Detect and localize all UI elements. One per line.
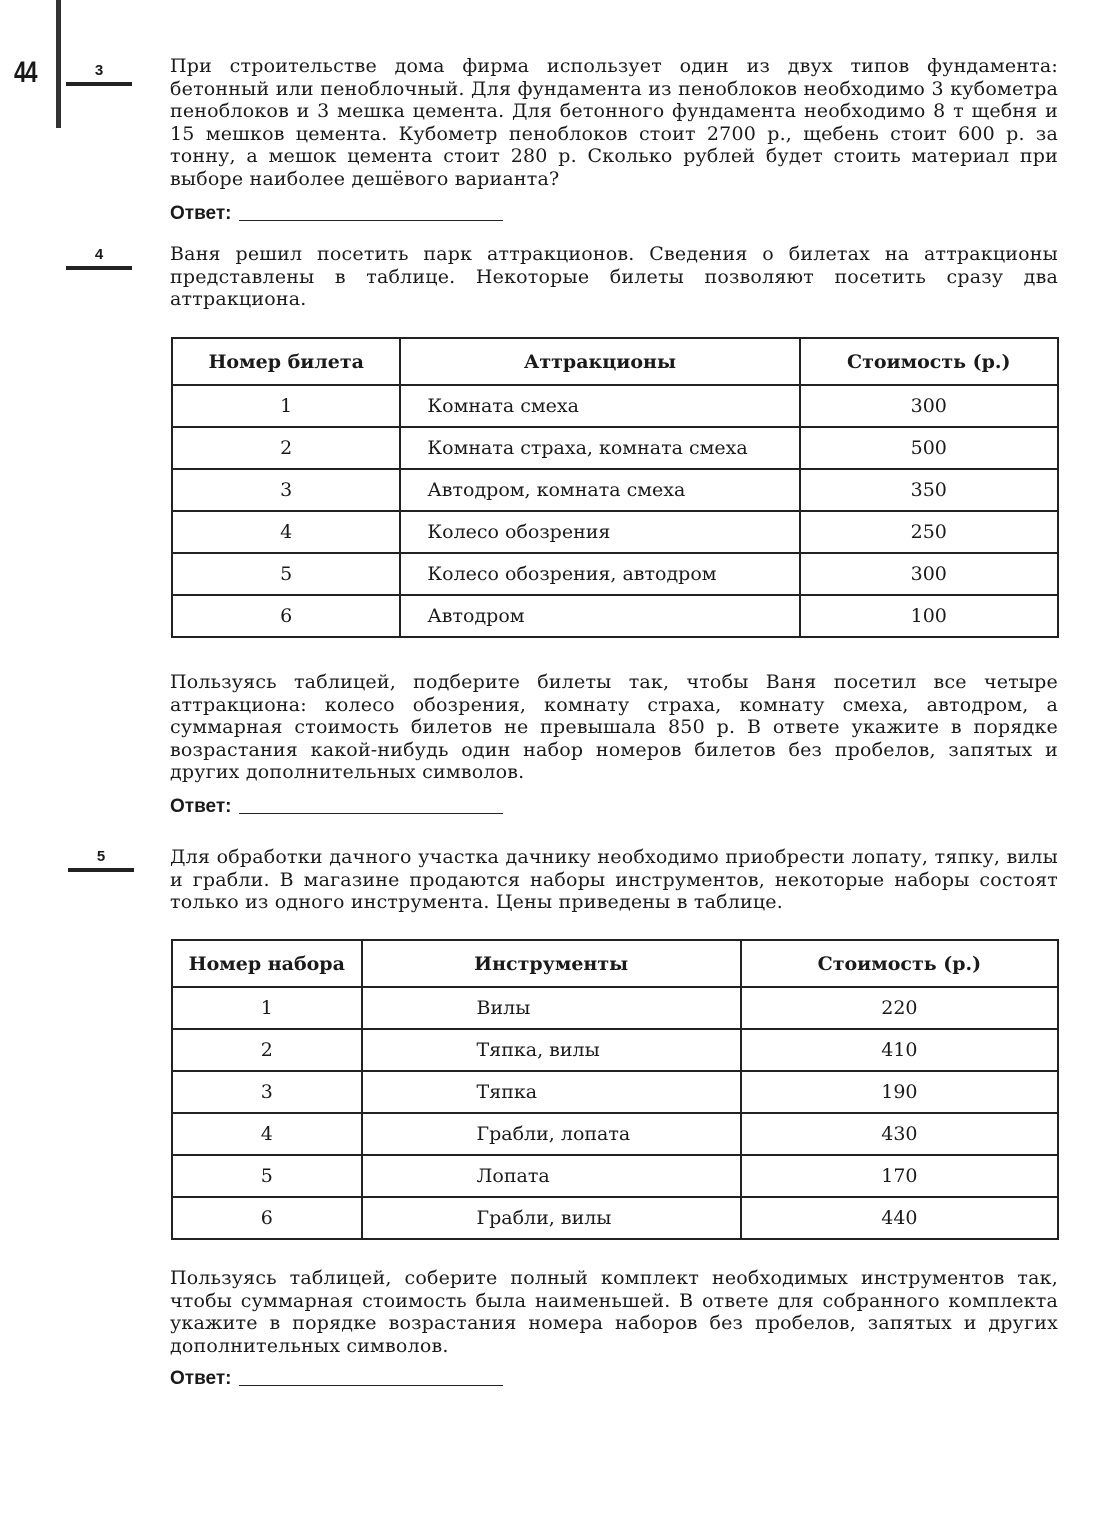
cell-number: 1 [172, 385, 400, 427]
answer-label: Ответ: [170, 796, 232, 817]
cell-cost: 350 [800, 469, 1059, 511]
task-4-answer [170, 796, 503, 818]
task-5-answer [170, 1368, 503, 1390]
cell-cost: 300 [800, 385, 1059, 427]
table-row [172, 385, 1058, 427]
table-row [172, 553, 1058, 595]
task-4-question: Пользуясь таблицей, подберите билеты так, чтобы Ваня посетил все четыре аттракциона: колесо обозрения, комнату страха, комнату смеха, автодром, а суммарная стоимость билетов не превышала 850 р. В ответе укажите в порядке возрастания какой-нибудь один набор номеров билетов без пробелов, запятых и других дополнительных символов. [170, 671, 1058, 783]
task-4-intro: Ваня решил посетить парк аттракционов. Сведения о билетах на аттракционы представлены в таблице. Некоторые билеты позволяют посетить сразу два аттракциона. [170, 243, 1058, 310]
cell-number: 4 [172, 511, 400, 553]
margin-bar [56, 0, 61, 128]
cell-number: 6 [172, 595, 400, 637]
answer-field[interactable] [239, 220, 503, 221]
task-5-intro: Для обработки дачного участка дачнику необходимо приобрести лопату, тяпку, вилы и грабли. В магазине продаются наборы инструментов, некоторые наборы состоят только из одного инструмента. Цены приведены в таблице. [170, 846, 1058, 913]
header-tools: Инструменты [362, 940, 741, 987]
cell-attractions: Комната страха, комната смеха [400, 427, 799, 469]
cell-attractions: Комната смеха [400, 385, 799, 427]
cell-cost: 250 [800, 511, 1059, 553]
cell-tools: Вилы [362, 987, 741, 1029]
cell-number: 3 [172, 469, 400, 511]
table-row [172, 1113, 1058, 1155]
page-number: 44 [14, 56, 37, 89]
table-row [172, 469, 1058, 511]
cell-attractions: Колесо обозрения [400, 511, 799, 553]
answer-field[interactable] [239, 1385, 503, 1386]
task-number-label: 5 [96, 848, 106, 865]
cell-cost: 170 [741, 1155, 1058, 1197]
cell-number: 5 [172, 553, 400, 595]
cell-tools: Тяпка, вилы [362, 1029, 741, 1071]
table-row [172, 1155, 1058, 1197]
cell-cost: 100 [800, 595, 1059, 637]
cell-attractions: Автодром, комната смеха [400, 469, 799, 511]
cell-cost: 430 [741, 1113, 1058, 1155]
cell-cost: 190 [741, 1071, 1058, 1113]
cell-number: 5 [172, 1155, 362, 1197]
cell-attractions: Колесо обозрения, автодром [400, 553, 799, 595]
table-row [172, 595, 1058, 637]
task-number-label: 4 [94, 246, 104, 263]
task-number-3 [66, 62, 132, 86]
cell-cost: 500 [800, 427, 1059, 469]
task-number-5 [68, 848, 134, 872]
table-header-row [172, 338, 1058, 385]
answer-field[interactable] [239, 813, 503, 814]
header-cost: Стоимость (р.) [741, 940, 1058, 987]
task-3-answer [170, 203, 503, 225]
task-5-question: Пользуясь таблицей, соберите полный комплект необходимых инструментов так, чтобы суммарная стоимость была наименьшей. В ответе для собранного комплекта укажите в порядке возрастания номера наборов без пробелов, запятых и других дополнительных символов. [170, 1267, 1058, 1357]
header-ticket-number: Номер билета [172, 338, 400, 385]
cell-number: 6 [172, 1197, 362, 1239]
table-row [172, 511, 1058, 553]
tools-table [171, 939, 1059, 1240]
task-3-text: При строительстве дома фирма использует один из двух типов фундамента: бетонный или пеноблочный. Для фундамента из пеноблоков необходимо 3 кубометра пеноблоков и 3 мешка цемента. Для бетонного фундамента необходимо 8 т щебня и 15 мешков цемента. Кубометр пеноблоков стоит 2700 р., щебень стоит 600 р. за тонну, а мешок цемента стоит 280 р. Сколько рублей будет стоить материал при выборе наиболее дешёвого варианта? [170, 55, 1058, 190]
cell-tools: Тяпка [362, 1071, 741, 1113]
answer-label: Ответ: [170, 1368, 232, 1389]
task-number-label: 3 [94, 62, 104, 79]
header-attractions: Аттракционы [400, 338, 799, 385]
cell-cost: 410 [741, 1029, 1058, 1071]
task-number-rule [66, 82, 132, 86]
cell-number: 3 [172, 1071, 362, 1113]
table-row [172, 987, 1058, 1029]
cell-cost: 440 [741, 1197, 1058, 1239]
cell-number: 4 [172, 1113, 362, 1155]
answer-label: Ответ: [170, 203, 232, 224]
cell-cost: 220 [741, 987, 1058, 1029]
cell-number: 2 [172, 427, 400, 469]
table-row [172, 427, 1058, 469]
task-number-rule [66, 266, 132, 270]
cell-tools: Грабли, лопата [362, 1113, 741, 1155]
cell-tools: Грабли, вилы [362, 1197, 741, 1239]
table-row [172, 1197, 1058, 1239]
task-number-4 [66, 246, 132, 270]
table-row [172, 1029, 1058, 1071]
cell-number: 1 [172, 987, 362, 1029]
table-row [172, 1071, 1058, 1113]
cell-attractions: Автодром [400, 595, 799, 637]
table-header-row [172, 940, 1058, 987]
cell-tools: Лопата [362, 1155, 741, 1197]
task-number-rule [68, 868, 134, 872]
cell-cost: 300 [800, 553, 1059, 595]
header-set-number: Номер набора [172, 940, 362, 987]
header-cost: Стоимость (р.) [800, 338, 1059, 385]
tickets-table [171, 337, 1059, 638]
cell-number: 2 [172, 1029, 362, 1071]
